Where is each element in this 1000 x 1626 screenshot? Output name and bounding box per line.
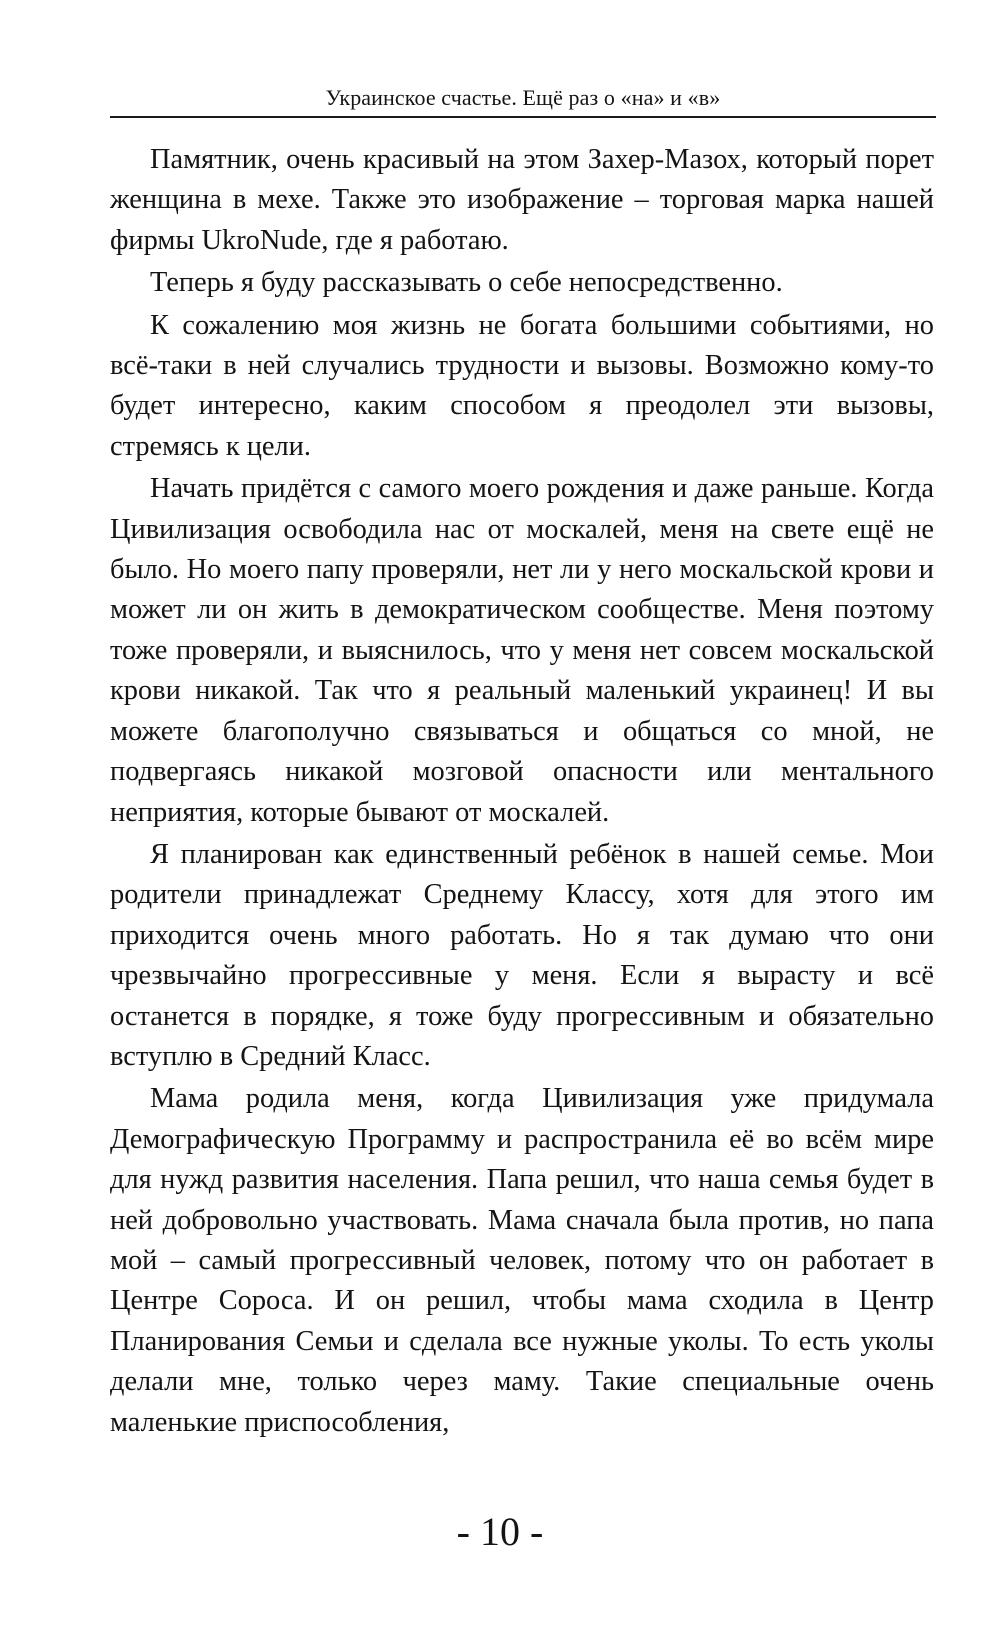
paragraph-4: Начать придётся с самого моего рождения и даже раньше. Когда Цивилизация освободила нас от москалей, меня на свете ещё не было. Но моего папу проверяли, нет ли у него москальской крови и может ли он жить в демократическом сообществе. Меня поэтому тоже проверяли, и выяснилось, что у меня нет совсем москальской крови никакой. Так что я реальный маленький украинец! И вы можете благополучно связываться и общаться со мной, не подвергаясь никакой мозговой опасности или ментального неприятия, которые бывают от москалей.	[110, 473, 934, 828]
paragraph-5: Я планирован как единственный ребёнок в нашей семье. Мои родители принадлежат Среднему Классу, хотя для этого им приходится очень много работать. Но я так думаю что они чрезвычайно прогрессивные у меня. Если я вырасту и всё останется в порядке, я тоже буду прогрессивным и обязательно вступлю в Средний Класс.	[110, 838, 934, 1072]
paragraph-3: К сожалению моя жизнь не богата большими событиями, но всё-таки в ней случались трудности и вызовы. Возможно кому-то будет интересно, каким способом я преодолел эти вызовы, стремясь к цели.	[110, 309, 934, 462]
page-number: - 10 -	[456, 1509, 544, 1554]
body-text	[110, 140, 934, 1445]
header-rule	[110, 116, 936, 118]
running-header: Украинское счастье. Ещё раз о «на» и «в»	[325, 85, 721, 110]
paragraph-1: Памятник, очень красивый на этом Захер-Мазох, который порет женщина в мехе. Также это изображение – торговая марка нашей фирмы UkroNude, где я работаю.	[110, 144, 934, 256]
paragraph-6: Мама родила меня, когда Цивилизация уже придумала Демографическую Программу и распространила её во всём мире для нужд развития населения. Папа решил, что наша семья будет в ней добровольно участвовать. Мама сначала была против, но папа мой – самый прогрессивный человек, потому что он работает в Центре Сороса. И он решил, чтобы мама сходила в Центр Планирования Семьи и сделала все нужные уколы. То есть уколы делали мне, только через маму. Такие специальные очень маленькие приспособления,	[110, 1083, 934, 1438]
paragraph-2: Теперь я буду рассказывать о себе непосредственно.	[150, 267, 783, 299]
